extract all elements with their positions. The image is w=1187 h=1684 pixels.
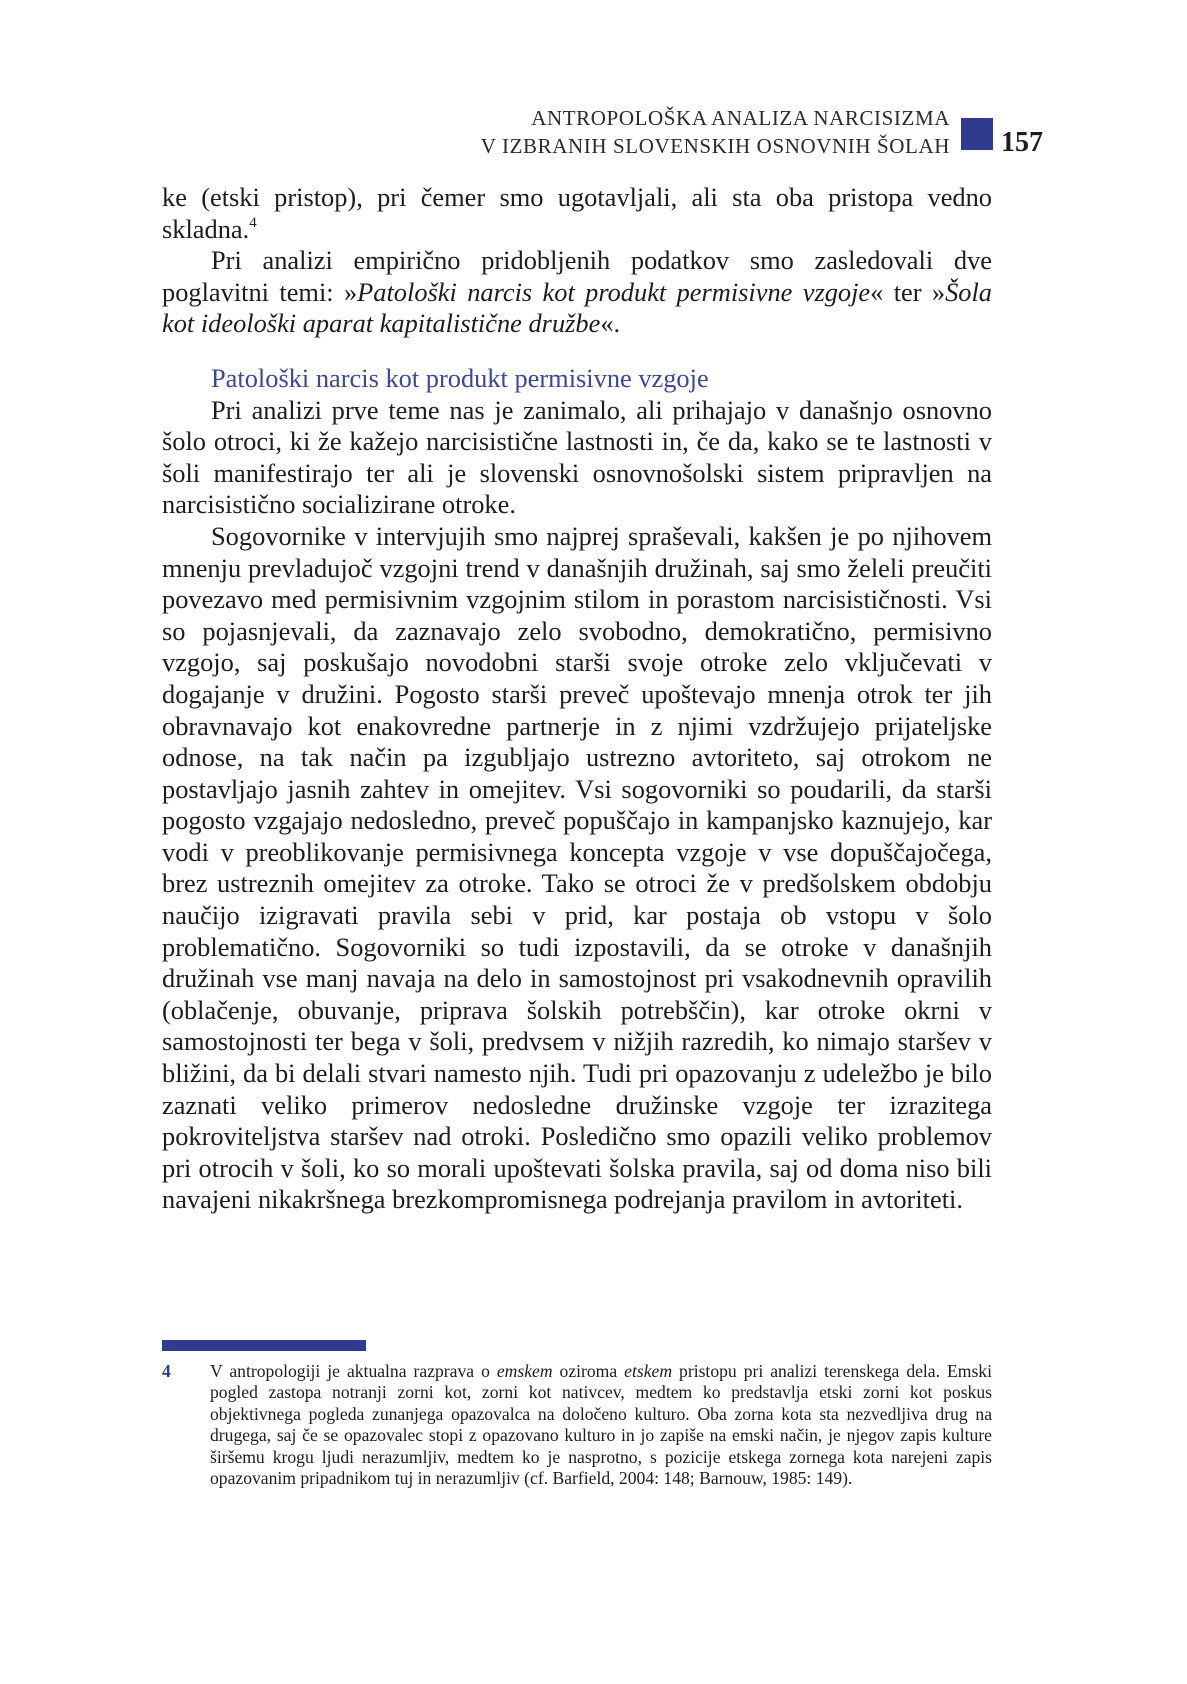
footnote-term-etic: etskem (624, 1361, 673, 1381)
footnote-text-part: V antropologiji je aktualna razprava o (210, 1361, 497, 1381)
paragraph-themes-end: «. (600, 308, 621, 339)
footnote-reference: 4 (249, 214, 257, 231)
section-heading: Patološki narcis kot produkt permisivne vzgoje (211, 362, 709, 393)
paragraph-themes-mid: « ter » (870, 276, 946, 307)
paragraph-continuation-text: ke (etski pristop), pri čemer smo ugotavljali, ali sta oba pristopa vedno skladna. (162, 182, 992, 244)
paragraph-continuation (162, 182, 992, 245)
running-header (481, 104, 950, 160)
footnote-text-part: oziroma (552, 1361, 625, 1381)
body-text (162, 182, 992, 1216)
theme-one: Patološki narcis kot produkt permisivne vzgoje (357, 276, 871, 307)
paragraph-first-theme: Pri analizi prve teme nas je zanimalo, ali prihajajo v današnjo osnovno šolo otroci, ki že kažejo narcisistične lastnosti in, če da, kako se te lastnosti v šoli manifestirajo ter ali je slovenski osnovnošolski sistem pripravljen na narcisistično socializirane otroke. (162, 394, 992, 520)
footnote-text (210, 1361, 992, 1489)
footnote-number: 4 (162, 1361, 171, 1381)
paragraph-themes (162, 245, 992, 340)
footnote-text-part: pristopu pri analizi terenskega dela. Emski pogled zastopa notranji zorni kot, zorni kot nativcev, medtem ko predstavlja etski zorni kot poskus objektivnega pogleda zunanjega opazovalca na določeno kulturo. Oba zorna kota sta nezvedljiva drug na drugega, saj če se opazovalec stopi z opazovano kulturo in jo zapiše na emski način, je njegov zapis kulture širšemu krogu ljudi nerazumljiv, medtem ko je nasprotno, s pozicije etskega zornega kota narejeni zapis opazovanim pripadnikom tuj in nerazumljiv (cf. Barfield, 2004: 148; Barnouw, 1985: 149). (210, 1361, 992, 1489)
paragraph-interviews: Sogovornike v intervjujih smo najprej spraševali, kakšen je po njihovem mnenju prevladujoč vzgojni trend v današnjih družinah, saj smo želeli preučiti povezavo med permisivnim vzgojnim stilom in porastom narcisističnosti. Vsi so pojasnjevali, da zaznavajo zelo svobodno, demokratično, permisivno vzgojo, saj poskušajo novodobni starši svoje otroke zelo vključevati v dogajanje v družini. Pogosto starši preveč upoštevajo mnenja otrok ter jih obravnavajo kot enakovredne partnerje in z njimi vzdržujejo prijateljske odnose, na tak način pa izgubljajo ustrezno avtoriteto, saj otrokom ne postavljajo jasnih zahtev in omejitev. Vsi sogovorniki so poudarili, da starši pogosto vzgajajo nedosledno, preveč popuščajo in kampanjsko kaznujejo, kar vodi v preoblikovanje permisivnega koncepta vzgoje v vse dopuščajočega, brez ustreznih omejitev za otroke. Tako se otroci že v predšolskem obdobju naučijo izigravati pravila sebi v prid, kar postaja ob vstopu v šolo problematično. Sogovorniki so tudi izpostavili, da se otroke v današnjih družinah vse manj navaja na delo in samostojnost pri vsakodnevnih opravilih (oblačenje, obuvanje, priprava šolskih potrebščin), kar otroke okrni v samostojnosti ter bega v šoli, predvsem v nižjih razredih, ko nimajo staršev v bližini, da bi delali stvari namesto njih. Tudi pri opazovanju z udeležbo je bilo zaznati veliko primerov nedosledne družinske vzgoje ter izrazitega pokroviteljstva staršev nad otroki. Posledično smo opazili veliko problemov pri otrocih v šoli, ko so morali upoštevati šolska pravila, saj od doma niso bili navajeni nikakršnega brezkompromisnega podrejanja pravilom in avtoriteti. (162, 520, 992, 1215)
page-number: 157 (1001, 127, 1043, 158)
footnote-divider (162, 1340, 366, 1351)
theme-two: Šola kot ideološki aparat kapitalistične družbe (162, 276, 992, 339)
running-header-line-1: ANTROPOLOŠKA ANALIZA NARCISIZMA (531, 106, 950, 130)
running-header-line-2: V IZBRANIH SLOVENSKIH OSNOVNIH ŠOLAH (480, 134, 950, 158)
header-accent-square (961, 118, 993, 150)
footnote-term-emic: emskem (496, 1361, 553, 1381)
footnote (162, 1361, 992, 1489)
paragraph-themes-start: Pri analizi empirično pridobljenih podatkov smo zasledovali dve poglavitni temi: » (162, 245, 992, 307)
